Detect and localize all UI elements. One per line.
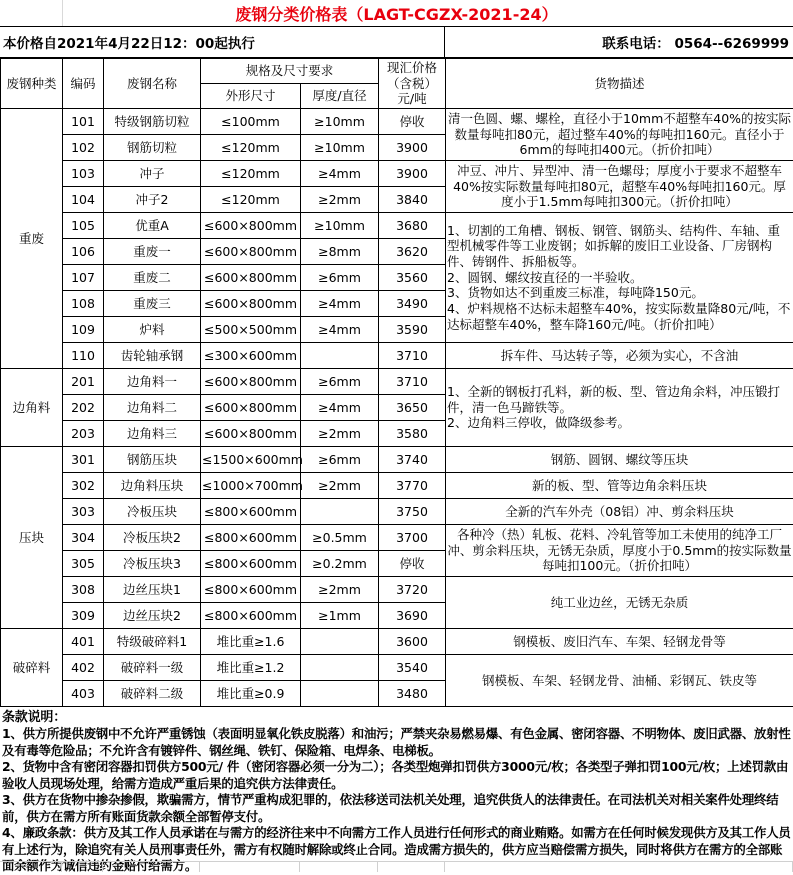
cell-size: ≤120mm [201, 161, 301, 187]
cell-price: 3740 [379, 447, 446, 473]
cell-code: 308 [63, 577, 104, 603]
price-header-line3: 元/吨 [380, 91, 444, 107]
cell-name: 边角料三 [104, 421, 201, 447]
cell-code: 301 [63, 447, 104, 473]
cell-name: 优重A [104, 213, 201, 239]
contact-phone: 联系电话： 0564--6269999 [445, 27, 793, 57]
cell-description: 钢模板、废旧汽车、车架、轻钢龙骨等 [446, 629, 793, 655]
cell-size: ≤600×800mm [201, 369, 301, 395]
cell-code: 102 [63, 135, 104, 161]
price-header-line1: 现汇价格 [380, 60, 444, 76]
cell-code: 108 [63, 291, 104, 317]
cell-thickness [301, 343, 379, 369]
cell-size: 堆比重≥1.6 [201, 629, 301, 655]
cell-name: 边角料压块 [104, 473, 201, 499]
cell-thickness: ≥4mm [301, 317, 379, 343]
terms-item: 3、供方在货物中掺杂掺假，欺骗需方，情节严重构成犯罪的，依法移送司法机关处理，追究供货人的法律责任。在司法机关对相关案件处理终结前，供方在需方所有账面货款余额全部暂停支付。 [2, 792, 791, 825]
cell-name: 冷板压块 [104, 499, 201, 525]
cell-price: 3580 [379, 421, 446, 447]
cell-description: 新的板、型、管等边角余料压块 [446, 473, 793, 499]
cell-thickness: ≥6mm [301, 369, 379, 395]
cell-size: ≤600×800mm [201, 265, 301, 291]
cell-thickness: ≥4mm [301, 161, 379, 187]
cell-code: 104 [63, 187, 104, 213]
col-header-outer-size: 外形尺寸 [201, 84, 301, 109]
cell-price: 3600 [379, 629, 446, 655]
cell-size: ≤100mm [201, 109, 301, 135]
effective-date-notice: 本价格自2021年4月22日12：00起执行 [0, 27, 445, 57]
cell-thickness [301, 629, 379, 655]
cell-size: ≤800×600mm [201, 499, 301, 525]
cell-description: 拆车件、马达转子等，必须为实心，不含油 [446, 343, 793, 369]
cell-size: ≤120mm [201, 187, 301, 213]
cell-price: 3540 [379, 655, 446, 681]
cell-size: ≤800×600mm [201, 603, 301, 629]
terms-section [0, 707, 793, 875]
table-row [1, 109, 793, 135]
cell-code: 110 [63, 343, 104, 369]
cell-thickness: ≥2mm [301, 421, 379, 447]
cell-size: ≤600×800mm [201, 395, 301, 421]
notice-bar [0, 27, 793, 58]
cell-thickness: ≥2mm [301, 187, 379, 213]
cell-description: 全新的汽车外壳（08铝）冲、剪余料压块 [446, 499, 793, 525]
cell-thickness: ≥0.5mm [301, 525, 379, 551]
cell-name: 特级破碎料1 [104, 629, 201, 655]
cell-price: 3620 [379, 239, 446, 265]
cell-size: 堆比重≥0.9 [201, 681, 301, 707]
cell-name: 齿轮轴承钢 [104, 343, 201, 369]
cell-price: 停收 [379, 551, 446, 577]
col-header-code: 编码 [63, 59, 104, 109]
terms-list [2, 726, 791, 875]
cell-thickness: ≥6mm [301, 447, 379, 473]
cell-name: 冲子 [104, 161, 201, 187]
cell-code: 103 [63, 161, 104, 187]
cell-price: 3750 [379, 499, 446, 525]
cell-name: 钢筋压块 [104, 447, 201, 473]
cell-code: 109 [63, 317, 104, 343]
col-header-spec-group: 规格及尺寸要求 [201, 59, 379, 84]
scrap-price-table [0, 58, 793, 707]
cell-price: 3770 [379, 473, 446, 499]
cell-price: 3720 [379, 577, 446, 603]
cell-name: 冷板压块2 [104, 525, 201, 551]
cell-price: 3650 [379, 395, 446, 421]
cell-name: 破碎料二级 [104, 681, 201, 707]
cell-name: 边角料二 [104, 395, 201, 421]
cell-price: 3560 [379, 265, 446, 291]
cell-name: 重废三 [104, 291, 201, 317]
table-row [1, 525, 793, 551]
col-header-price [379, 59, 446, 109]
cell-size: ≤800×600mm [201, 551, 301, 577]
table-row [1, 447, 793, 473]
table-row [1, 499, 793, 525]
cell-thickness: ≥8mm [301, 239, 379, 265]
page-title: 废钢分类价格表（LAGT-CGZX-2021-24） [235, 2, 557, 25]
terms-item: 2、货物中含有密闭容器扣罚供方500元/ 件（密闭容器必须一分为二）；各类型炮弹扣罚供方3000元/枚；各类型子弹扣罚100元/枚；上述罚款由验收人员现场处理，给需方造成严重后果的追究供方法律责任。 [2, 759, 791, 792]
cell-kind: 破碎料 [1, 629, 63, 707]
cell-code: 203 [63, 421, 104, 447]
document-title-bar [0, 0, 793, 27]
cell-name: 钢筋切粒 [104, 135, 201, 161]
cell-price: 3490 [379, 291, 446, 317]
cell-kind: 重废 [1, 109, 63, 369]
table-row [1, 213, 793, 239]
table-row [1, 369, 793, 395]
cell-code: 106 [63, 239, 104, 265]
cell-price: 停收 [379, 109, 446, 135]
terms-item: 1、供方所提供废钢中不允许严重锈蚀（表面明显氧化铁皮脱落）和油污；严禁夹杂易燃易爆、有色金属、密闭容器、不明物体、废旧武器、放射性及有毒等危险品；不允许含有镀锌件、钢丝绳、铁钉、保险箱、电焊条、电梯板。 [2, 726, 791, 759]
cell-thickness [301, 655, 379, 681]
cell-thickness: ≥10mm [301, 213, 379, 239]
cell-code: 302 [63, 473, 104, 499]
cell-size: ≤600×800mm [201, 213, 301, 239]
cell-name: 冲子2 [104, 187, 201, 213]
terms-heading: 条款说明： [2, 709, 791, 726]
cell-price: 3900 [379, 135, 446, 161]
cell-code: 107 [63, 265, 104, 291]
table-row [1, 343, 793, 369]
cell-size: 堆比重≥1.2 [201, 655, 301, 681]
cell-price: 3480 [379, 681, 446, 707]
cell-code: 309 [63, 603, 104, 629]
cell-name: 冷板压块3 [104, 551, 201, 577]
cell-description: 1、全新的钢板打孔料，新的板、型、管边角余料，冲压锻打件，清一色马蹄铁等。 2、边角料三停收，做降级参考。 [446, 369, 793, 447]
cell-name: 边角料一 [104, 369, 201, 395]
col-header-name: 废钢名称 [104, 59, 201, 109]
cell-description: 1、切割的工角槽、钢板、钢管、钢筋头、结构件、车轴、重型机械零件等工业废钢；如拆解的废旧工业设备、厂房钢构件、铸钢件、拆船板等。 2、圆钢、螺纹按直径的一半验收。 3、货物如达不到重废三标准，每吨降150元。 4、炉料规格不达标未超整车40%，按实际数量降80元/吨，不达标超整车40%，整车降160元/吨。（折价扣吨） [446, 213, 793, 343]
cell-name: 炉料 [104, 317, 201, 343]
cell-price: 3690 [379, 603, 446, 629]
cell-thickness [301, 681, 379, 707]
price-header-line2: （含税） [380, 76, 444, 92]
cell-thickness: ≥6mm [301, 265, 379, 291]
cell-thickness: ≥2mm [301, 473, 379, 499]
cell-code: 202 [63, 395, 104, 421]
cell-size: ≤1000×700mm [201, 473, 301, 499]
table-header [1, 59, 793, 109]
cell-code: 402 [63, 655, 104, 681]
cell-description: 清一色圆、螺、螺栓，直径小于10mm不超整车40%的按实际数量每吨扣80元，超过整车40%的每吨扣160元。直径小于6mm的每吨扣400元。（折价扣吨） [446, 109, 793, 161]
cell-code: 304 [63, 525, 104, 551]
cell-thickness: ≥4mm [301, 291, 379, 317]
cell-code: 101 [63, 109, 104, 135]
cell-thickness [301, 499, 379, 525]
cell-thickness: ≥0.2mm [301, 551, 379, 577]
spreadsheet-ghost-grid [0, 861, 793, 872]
cell-size: ≤120mm [201, 135, 301, 161]
cell-size: ≤500×500mm [201, 317, 301, 343]
cell-name: 边丝压块2 [104, 603, 201, 629]
cell-code: 403 [63, 681, 104, 707]
cell-thickness: ≥1mm [301, 603, 379, 629]
cell-price: 3840 [379, 187, 446, 213]
cell-size: ≤800×600mm [201, 525, 301, 551]
cell-description: 钢模板、车架、轻钢龙骨、油桶、彩钢瓦、铁皮等 [446, 655, 793, 707]
col-header-description: 货物描述 [446, 59, 793, 109]
cell-code: 305 [63, 551, 104, 577]
cell-price: 3590 [379, 317, 446, 343]
cell-price: 3700 [379, 525, 446, 551]
cell-code: 105 [63, 213, 104, 239]
terms-item: 4、廉政条款：供方及其工作人员承诺在与需方的经济往来中不向需方工作人员进行任何形式的商业贿赂。如需方在任何时候发现供方及其工作人员有上述行为，除追究有关人员刑事责任外，需方有权随时解除或终止合同。造成需方损失的，供方应当赔偿需方损失，同时将供方在需方的全部账面余额作为诚信违约金赔付给需方。 [2, 825, 791, 875]
cell-size: ≤300×600mm [201, 343, 301, 369]
cell-name: 边丝压块1 [104, 577, 201, 603]
cell-price: 3710 [379, 343, 446, 369]
cell-thickness: ≥4mm [301, 395, 379, 421]
cell-size: ≤600×800mm [201, 239, 301, 265]
cell-price: 3710 [379, 369, 446, 395]
cell-price: 3680 [379, 213, 446, 239]
cell-size: ≤600×800mm [201, 291, 301, 317]
cell-description: 钢筋、圆钢、螺纹等压块 [446, 447, 793, 473]
cell-code: 201 [63, 369, 104, 395]
cell-kind: 压块 [1, 447, 63, 629]
cell-price: 3900 [379, 161, 446, 187]
cell-name: 破碎料一级 [104, 655, 201, 681]
cell-name: 重废二 [104, 265, 201, 291]
table-row [1, 577, 793, 603]
cell-code: 303 [63, 499, 104, 525]
table-row [1, 473, 793, 499]
cell-size: ≤1500×600mm [201, 447, 301, 473]
cell-thickness: ≥2mm [301, 577, 379, 603]
cell-thickness: ≥10mm [301, 135, 379, 161]
col-header-kind: 废钢种类 [1, 59, 63, 109]
table-row [1, 655, 793, 681]
cell-kind: 边角料 [1, 369, 63, 447]
cell-thickness: ≥10mm [301, 109, 379, 135]
table-row [1, 629, 793, 655]
cell-description: 各种冷（热）轧板、花料、冷轧管等加工未使用的纯净工厂冲、剪余料压块，无锈无杂质，厚度小于0.5mm的按实际数量每吨扣100元。（折价扣吨） [446, 525, 793, 577]
table-body [1, 109, 793, 707]
cell-name: 特级钢筋切粒 [104, 109, 201, 135]
cell-code: 401 [63, 629, 104, 655]
cell-size: ≤800×600mm [201, 577, 301, 603]
table-row [1, 161, 793, 187]
cell-description: 纯工业边丝，无锈无杂质 [446, 577, 793, 629]
cell-name: 重废一 [104, 239, 201, 265]
col-header-thickness: 厚度/直径 [301, 84, 379, 109]
cell-description: 冲豆、冲片、异型冲、清一色螺母；厚度小于要求不超整车40%按实际数量每吨扣80元，超整车40%每吨扣160元。厚度小于1.5mm每吨扣300元。（折价扣吨） [446, 161, 793, 213]
cell-size: ≤600×800mm [201, 421, 301, 447]
